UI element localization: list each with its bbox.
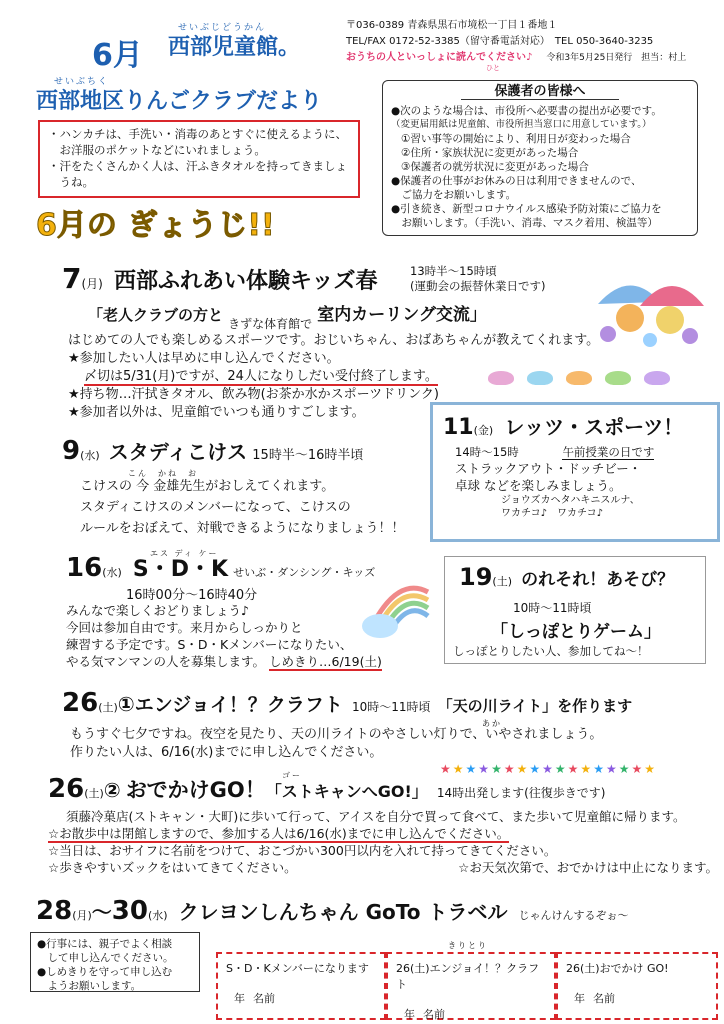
hall-name-text: 西部児童館	[168, 35, 279, 60]
snail-icon	[488, 371, 514, 385]
event-16-body	[66, 602, 382, 670]
event-note: 午前授業の日です	[562, 445, 655, 459]
event-title: スタディこけス	[108, 440, 248, 464]
event-day: 19	[459, 563, 493, 591]
note-line: ようお願いします。	[37, 980, 142, 992]
form-grade: 年	[234, 992, 245, 1005]
event-11-box	[430, 402, 720, 542]
note-line: ●しめきりを守って申し込む	[37, 966, 173, 978]
form-name-label: 名前	[593, 992, 615, 1005]
star-icon: ★	[631, 762, 643, 776]
event-7-time	[410, 264, 545, 294]
star-icon: ★	[618, 762, 630, 776]
event-line: ★持ち物…汗拭きタオル、飲み物(お茶か水かスポーツドリンク)	[68, 387, 439, 402]
address: 〒036-0389 青森県黒石市境松一丁目１番地１	[346, 20, 558, 31]
event-title: S・D・K	[132, 557, 229, 582]
form-title: 26(土)エンジョイ！？クラフト	[396, 962, 540, 991]
star-icon: ★	[644, 762, 656, 776]
event-26b-body	[48, 808, 718, 876]
event-note: (運動会の振替休業日です)	[410, 279, 546, 293]
club-ruby: せいぶちく	[54, 77, 110, 87]
event-sub: 「ストキャンへGO!」	[265, 782, 428, 801]
snail-icon	[605, 371, 631, 385]
event-time: 15時半～16時半頃	[252, 448, 364, 463]
event-title: レッツ・スポーツ！	[504, 415, 684, 439]
invite-text: おうちの人といっしょに読んでください♪	[346, 52, 533, 63]
form-name-label: 名前	[423, 1008, 445, 1021]
snail-icon	[527, 371, 553, 385]
event-day: 7	[62, 262, 82, 295]
event-day: 28	[36, 896, 73, 926]
guardian-box	[382, 80, 698, 236]
event-deadline: 〆切は5/31(月)ですが、24人になりしだい受付終了します。	[84, 369, 438, 384]
invite-ruby: ひと	[486, 64, 500, 72]
event-28-heading	[36, 896, 629, 926]
guardian-line: （変更届用紙は児童館、市役所担当窓口に用意しています。）	[391, 119, 652, 130]
event-day: 30	[111, 896, 148, 926]
event-ruby: エス ディ ケー	[150, 549, 219, 558]
event-day: 26	[62, 688, 99, 718]
event-dow: (金)	[473, 424, 494, 437]
note-line: ●行事には、親子でよく相談	[37, 938, 173, 950]
kiritori-label: きりとり	[448, 941, 488, 950]
form-name-label: 名前	[253, 992, 275, 1005]
hall-name	[168, 30, 300, 61]
event-title: 西部ふれあい体験キッズ春	[113, 269, 378, 294]
event-ruby: ゴー	[282, 771, 302, 780]
star-icon: ★	[593, 762, 604, 776]
guardian-line: ご協力をお願いします。	[391, 189, 517, 201]
event-26a-heading	[62, 688, 632, 718]
event-ruby: あか	[482, 719, 502, 728]
event-9-body	[80, 476, 404, 539]
event-make: 「天の川ライト」を作ります	[437, 697, 633, 715]
event-19-box	[444, 556, 706, 664]
snails-decoration	[488, 370, 678, 389]
issued-info: 令和3年5月25日発行 担当：村上	[546, 53, 687, 63]
star-icon: ★	[465, 762, 477, 776]
event-line: ストラックアウト・ドッチビー・	[455, 461, 642, 476]
form-title: 26(土)おでかけ GO!	[566, 962, 669, 975]
guardian-line: ●次のような場合は、市役所へ必要書の提出が必要です。	[391, 105, 662, 117]
event-deadline: ☆お散歩中は閉館しますので、参加する人は6/16(水)までに申し込んでください。	[48, 826, 510, 841]
event-day: 16	[66, 553, 103, 583]
event-subtitle: せいぶ・ダンシング・キッズ	[233, 566, 376, 579]
event-line: ★参加者以外は、児童館でいつも通りすごします。	[68, 405, 365, 420]
event-sub: 室内カーリング交流」	[317, 305, 487, 325]
event-7-sub	[88, 300, 487, 331]
event-title: おでかけGO！	[125, 778, 266, 802]
event-line: こけスの 今 金雄先生がおしえてくれます。	[80, 479, 335, 494]
star-icon: ★	[529, 762, 541, 776]
form-craft[interactable]	[386, 952, 556, 1020]
event-9-heading	[62, 436, 363, 466]
event-dow: (土)	[492, 575, 512, 588]
note-line: して申し込んでください。	[37, 952, 174, 964]
event-line: しっぽとりしたい人、参加してね～！	[453, 644, 649, 658]
event-title: クレヨンしんちゃん GoTo トラベル	[178, 900, 508, 924]
event-num: ①	[117, 692, 135, 716]
event-line: 卓球 などを楽しみましょう。	[455, 478, 622, 493]
notice-line: ・汗をたくさんかく人は、汗ふきタオルを持ってきましょ	[48, 159, 347, 173]
event-dow: (土)	[84, 787, 104, 800]
snail-icon	[644, 371, 670, 385]
event-day: 26	[48, 774, 85, 804]
form-sdk[interactable]	[216, 952, 386, 1020]
event-line: スタディこけスのメンバーになって、こけスの	[80, 500, 351, 515]
event-sub: 「老人クラブの方と	[88, 306, 224, 324]
events-heading: 6月の ぎょうじ!!	[36, 208, 275, 243]
event-dow: (月)	[72, 909, 92, 922]
notice-line: ・ハンカチは、手洗い・消毒のあとすぐに使えるように、	[48, 127, 347, 141]
event-line: もうすぐ七夕ですね。夜空を見たり、天の川ライトのやさしい灯りで、いやされましょう。	[70, 727, 603, 742]
event-26b-heading	[48, 774, 605, 804]
notice-box	[38, 120, 360, 198]
star-icon: ★	[542, 762, 553, 776]
club-title: 西部地区りんごクラブだより	[36, 89, 323, 114]
event-day: 9	[62, 436, 81, 466]
star-icon: ★	[567, 762, 579, 776]
guardian-line: ●引き続き、新型コロナウイルス感染予防対策にご協力を	[391, 203, 662, 215]
star-icon: ★	[491, 762, 502, 776]
bottom-note	[30, 932, 200, 992]
star-icon: ★	[503, 762, 515, 776]
event-line: ワカチコ♪ ワカチコ♪	[501, 508, 603, 519]
event-16-heading	[66, 552, 375, 583]
event-line: ☆お天気次第で、おでかけは中止になります。	[458, 860, 718, 875]
event-line: 練習する予定です。S・D・Kメンバーになりたい、	[66, 637, 353, 652]
event-time: 14時～15時	[455, 445, 519, 459]
snail-icon	[566, 371, 592, 385]
event-dow: (水)	[147, 909, 168, 922]
event-line: やる気マンマンの人を募集します。	[66, 654, 266, 669]
event-game: 「しっぽとりゲーム」	[491, 622, 661, 642]
event-line: ☆歩きやすいズックをはいてきてください。	[48, 860, 297, 875]
event-ruby: こん かね お	[128, 469, 198, 478]
event-dow: (土)	[98, 701, 118, 714]
event-time: 16時00分～16時40分	[126, 588, 258, 603]
notice-line: うね。	[48, 175, 94, 189]
star-icon: ★	[554, 762, 566, 776]
rainy-kids-illustration	[590, 262, 708, 348]
event-day: 11	[443, 415, 474, 440]
star-icon: ★	[580, 762, 592, 776]
hall-ruby: せいぶじどうかん	[178, 23, 267, 33]
guardian-line: ③保護者の就労状況に変更があった場合	[401, 161, 589, 173]
event-line: 須藤冷菓店(ストキャン・大町)に歩いて行って、アイスを自分で買って食べて、また歩いて児童館に帰ります。	[66, 809, 686, 824]
event-time: 10時～11時頃	[513, 601, 592, 615]
event-time: 13時半～15時頃	[410, 264, 497, 278]
event-dow: (水)	[102, 566, 122, 579]
event-sub: きずな体育館で	[228, 317, 313, 331]
address-block	[346, 18, 716, 72]
guardian-line: お願いします。（手洗い、消毒、マスク着用、検温等）	[391, 217, 658, 229]
star-icon: ★	[516, 762, 528, 776]
guardian-line: ①習い事等の開始により、利用日が変わった場合	[401, 133, 631, 145]
event-time: 10時～11時頃	[351, 700, 431, 714]
event-line: 今回は参加自由です。来月からしっかりと	[66, 620, 303, 635]
event-tilde: ～	[91, 900, 112, 924]
rainbow-cloud-illustration	[358, 576, 430, 640]
event-line: みんなで楽しくおどりましょう♪	[66, 603, 249, 618]
star-icon: ★	[478, 762, 490, 776]
event-line: ジョウズカヘタハキニスルナ、	[501, 495, 640, 506]
telfax: TEL/FAX 0172-52-3385（留守番電話対応） TEL 050-3640-3235	[346, 36, 654, 47]
event-line: はじめての人でも楽しめるスポーツです。おじいちゃん、おばあちゃんが教えてくれます。	[68, 333, 600, 348]
guardian-title: 保護者の皆様へ	[461, 85, 619, 100]
event-line: ☆当日は、おサイフに名前をつけて、おこづかい300円以内を入れて持ってきてください。	[48, 843, 557, 858]
hall-dot: 。	[278, 35, 301, 60]
event-num: ②	[103, 778, 121, 802]
event-line: ★参加したい人は早めに申し込んでください。	[68, 351, 340, 366]
event-note: じゃんけんするぞぉ～	[518, 909, 629, 922]
event-26a-body	[70, 726, 602, 762]
star-icon: ★	[440, 762, 451, 776]
event-deadline: しめきり…6/19(土)	[269, 654, 382, 669]
event-title: のれそれ！あそび？	[521, 570, 675, 590]
guardian-line: ●保護者の仕事がお休みの日は利用できませんので、	[391, 175, 642, 187]
star-icon: ★	[605, 762, 617, 776]
event-time: 14時出発します(往復歩きです)	[436, 786, 606, 800]
form-title: S・D・Kメンバーになります	[226, 962, 369, 975]
guardian-line: ②住所・家族状況に変更があった場合	[401, 147, 579, 159]
event-title: エンジョイ！？クラフト	[134, 694, 343, 716]
notice-line: お洋服のポケットなどにいれましょう。	[48, 143, 266, 157]
event-line: ルールをおぼえて、対戦できるようになりましょう！！	[80, 521, 405, 536]
form-odekake[interactable]	[556, 952, 718, 1020]
event-7-heading	[62, 262, 378, 295]
star-icon: ★	[452, 762, 464, 776]
event-dow: (水)	[80, 449, 100, 462]
form-grade: 年	[574, 992, 585, 1005]
event-dow: (月)	[81, 277, 103, 291]
event-line: 作りたい人は、6/16(水)までに申し込んでください。	[70, 745, 383, 760]
month-title: 6月	[92, 38, 143, 73]
form-grade: 年	[404, 1008, 415, 1021]
